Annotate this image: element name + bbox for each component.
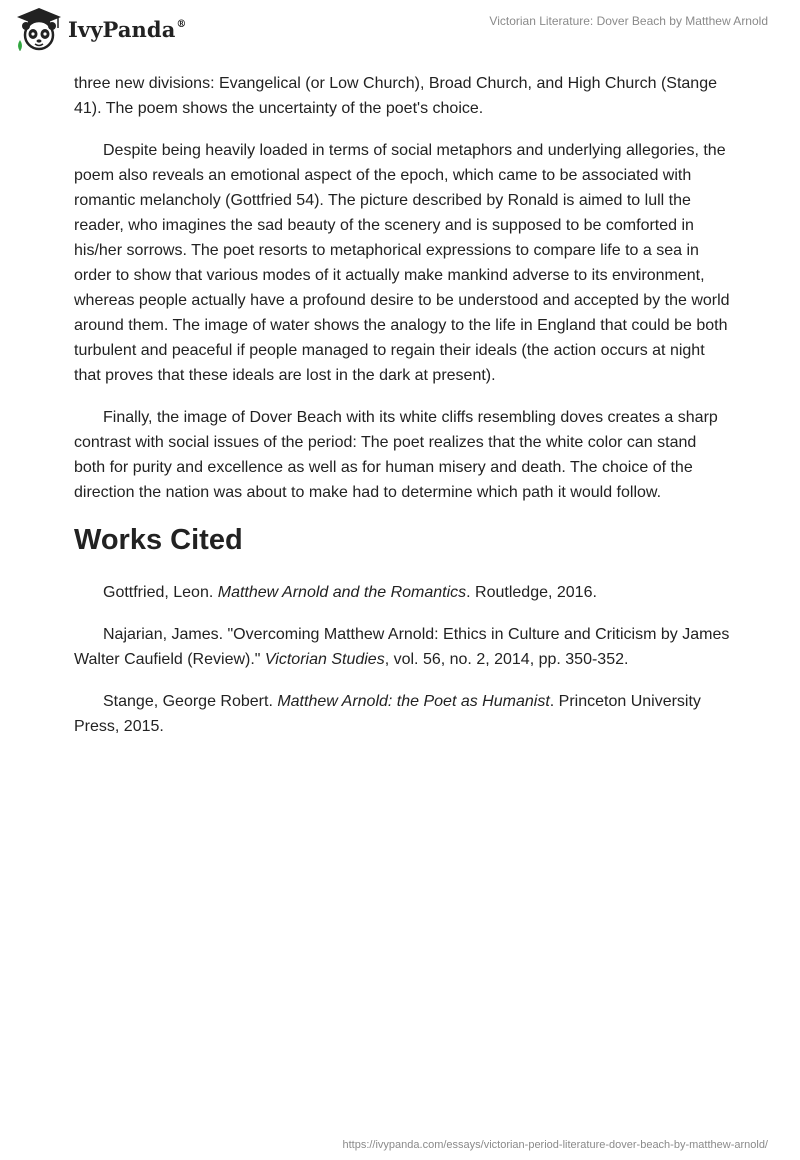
document-title: Victorian Literature: Dover Beach by Matthew Arnold <box>489 14 768 28</box>
body-paragraph: three new divisions: Evangelical (or Low Church), Broad Church, and High Church (Stange 41). The poem shows the uncertainty of the poet's choice. <box>74 75 717 117</box>
brand-name: IvyPanda® <box>68 16 187 42</box>
panda-graduate-icon <box>14 6 64 52</box>
works-cited-heading: Works Cited <box>74 524 243 556</box>
citation-entry: Stange, George Robert. Matthew Arnold: the Poet as Humanist. Princeton University Press, 2015. <box>74 693 701 735</box>
ivypanda-logo[interactable] <box>14 6 187 52</box>
essay-content <box>74 71 730 756</box>
source-url-link[interactable]: https://ivypanda.com/essays/victorian-period-literature-dover-beach-by-matthew-arnold/ <box>342 1139 768 1151</box>
page-header <box>0 0 800 60</box>
body-paragraph: Despite being heavily loaded in terms of social metaphors and underlying allegories, the poem also reveals an emotional aspect of the epoch, which came to be associated with romantic melancholy (Gottfried 54). The picture described by Ronald is aimed to lull the reader, who imagines the sad beauty of the scenery and is supposed to be comforted in his/her sorrows. The poet resorts to metaphorical expressions to compare life to a sea in order to show that various modes of it actually make mankind adverse to its environment, whereas people actually have a profound desire to be understood and accepted by the world around them. The image of water shows the analogy to the life in England that could be both turbulent and peaceful if people managed to regain their ideals (the action occurs at night that proves that these ideals are lost in the dark at present). <box>74 142 730 384</box>
citation-entry: Gottfried, Leon. Matthew Arnold and the Romantics. Routledge, 2016. <box>103 584 597 601</box>
body-paragraph: Finally, the image of Dover Beach with its white cliffs resembling doves creates a sharp contrast with social issues of the period: The poet realizes that the white color can stand both for purity and excellence as well as for human misery and death. The choice of the direction the nation was about to make had to determine which path it would follow. <box>74 409 718 501</box>
citation-entry: Najarian, James. "Overcoming Matthew Arnold: Ethics in Culture and Criticism by James Walter Caufield (Review)." Victorian Studies, vol. 56, no. 2, 2014, pp. 350-352. <box>74 626 730 668</box>
